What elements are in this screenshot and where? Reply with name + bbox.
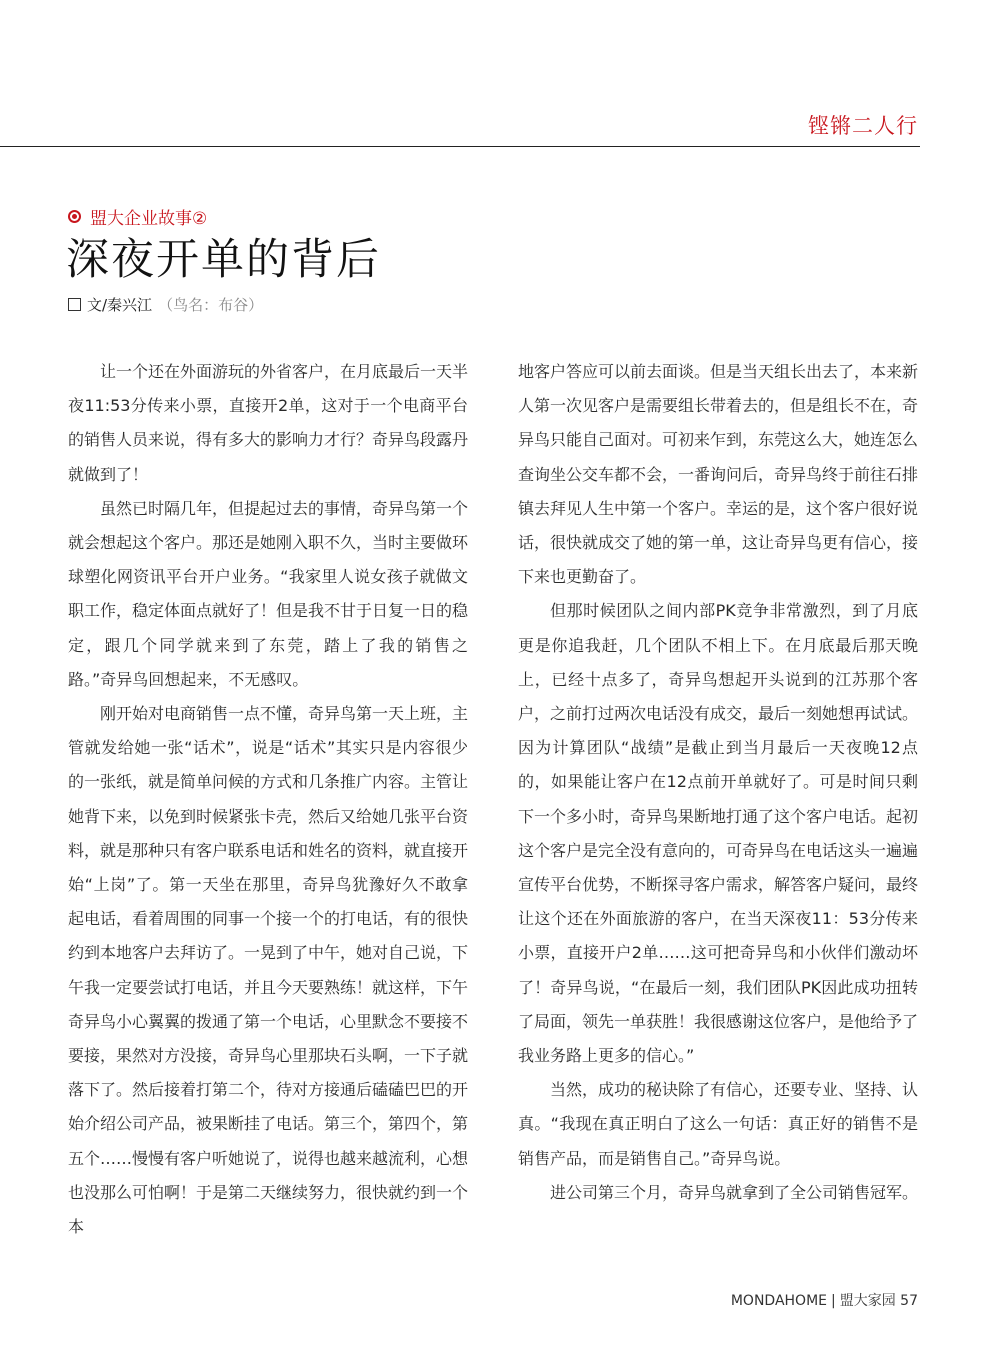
footer-brand: MONDAHOME bbox=[730, 1293, 827, 1309]
byline-bird-name: （鸟名：布谷） bbox=[158, 296, 264, 314]
paragraph: 地客户答应可以前去面谈。但是当天组长出去了，本来新人第一次见客户是需要组长带着去的，但是组长不在，奇异鸟只能自己面对。可初来乍到，东莞这么大，她连怎么查询坐公交车都不会，一番询问后，奇异鸟终于前往石排镇去拜见人生中第一个客户。幸运的是，这个客户很好说话，很快就成交了她的第一单，这让奇异鸟更有信心，接下来也更勤奋了。 bbox=[518, 362, 919, 587]
bullet-icon bbox=[68, 210, 81, 223]
paragraph: 但那时候团队之间内部PK竞争非常激烈，到了月底更是你追我赶，几个团队不相上下。在月底最后那天晚上，已经十点多了，奇异鸟想起开头说到的江苏那个客户，之前打过两次电话没有成交，最后一刻她想再试试。因为计算团队“战绩”是截止到当月最后一天夜晚12点的，如果能让客户在12点前开单就好了。可是时间只剩下一个多小时，奇异鸟果断地打通了这个客户电话。起初这个客户是完全没有意向的，可奇异鸟在电话这头一遍遍宣传平台优势，不断探寻客户需求，解答客户疑问，最终让这个还在外面旅游的客户，在当天深夜11：53分传来小票，直接开户2单……这可把奇异鸟和小伙伴们激动坏了！奇异鸟说，“在最后一刻，我们团队PK因此成功扭转了局面，领先一单获胜！我很感谢这位客户，是他给予了我业务路上更多的信心。” bbox=[518, 601, 919, 1066]
page-footer bbox=[731, 1290, 918, 1310]
paragraph: 进公司第三个月，奇异鸟就拿到了全公司销售冠军。 bbox=[550, 1182, 919, 1202]
paragraph: 当然，成功的秘诀除了有信心，还要专业、坚持、认真。“我现在真正明白了这么一句话：真正好的销售不是销售产品，而是销售自己。”奇异鸟说。 bbox=[518, 1080, 919, 1168]
header-rule bbox=[0, 146, 920, 147]
paragraph: 让一个还在外面游玩的外省客户，在月底最后一天半夜11:53分传来小票，直接开2单，这对于一个电商平台的销售人员来说，得有多大的影响力才行？奇异鸟段露丹就做到了！ bbox=[68, 362, 469, 484]
square-icon bbox=[68, 298, 81, 311]
article-title: 深夜开单的背后 bbox=[66, 235, 381, 285]
footer-name: 盟大家园 bbox=[839, 1293, 896, 1309]
section-label: 铿锵二人行 bbox=[808, 114, 918, 138]
page-number: 57 bbox=[900, 1293, 918, 1309]
paragraph: 虽然已时隔几年，但提起过去的事情，奇异鸟第一个就会想起这个客户。那还是她刚入职不久，当时主要做环球塑化网资讯平台开户业务。“我家里人说女孩子就做文职工作，稳定体面点就好了！但是我不甘于日复一日的稳定，跟几个同学就来到了东莞，踏上了我的销售之路。”奇异鸟回想起来，不无感叹。 bbox=[68, 498, 469, 689]
series-text: 盟大企业故事② bbox=[90, 209, 208, 229]
left-column bbox=[68, 355, 468, 1244]
footer-separator: | bbox=[831, 1293, 836, 1309]
byline bbox=[68, 294, 263, 315]
right-column bbox=[518, 355, 918, 1210]
byline-author: 文/秦兴江 bbox=[87, 296, 153, 314]
paragraph: 刚开始对电商销售一点不懂，奇异鸟第一天上班，主管就发给她一张“话术”，说是“话术”其实只是内容很少的一张纸，就是简单问候的方式和几条推广内容。主管让她背下来，以免到时候紧张卡壳，然后又给她几张平台资料，就是那种只有客户联系电话和姓名的资料，就直接开始“上岗”了。第一天坐在那里，奇异鸟犹豫好久不敢拿起电话，看着周围的同事一个接一个的打电话，有的很快约到本地客户去拜访了。一晃到了中午，她对自己说，下午我一定要尝试打电话，并且今天要熟练！就这样，下午奇异鸟小心翼翼的拨通了第一个电话，心里默念不要接不要接，果然对方没接，奇异鸟心里那块石头啊，一下子就落下了。然后接着打第二个，待对方接通后磕磕巴巴的开始介绍公司产品，被果断挂了电话。第三个，第四个，第五个……慢慢有客户听她说了，说得也越来越流利，心想也没那么可怕啊！于是第二天继续努力，很快就约到一个本 bbox=[68, 704, 469, 1237]
